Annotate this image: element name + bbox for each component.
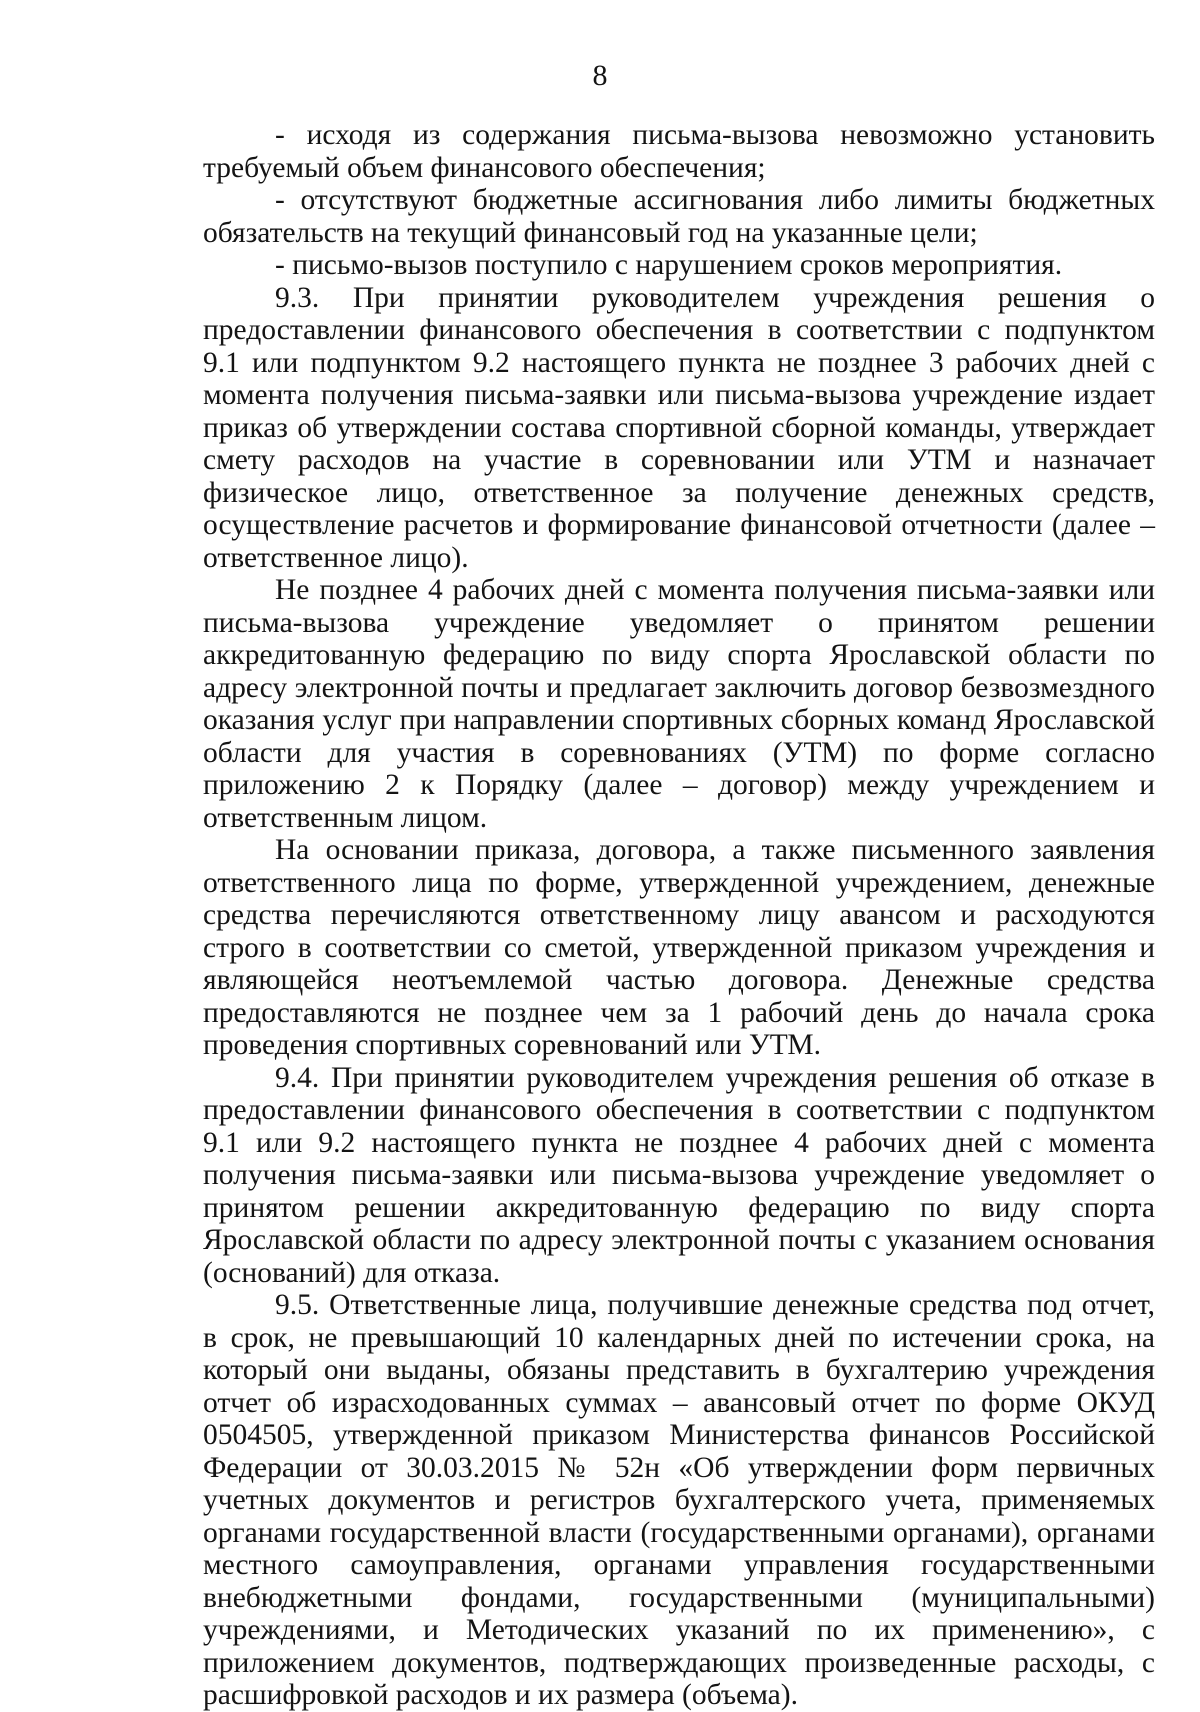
document-body — [203, 119, 1155, 1712]
paragraph-9-3: 9.3. При принятии руководителем учреждения решения о предоставлении финансового обеспечения в соответствии с подпунктом 9.1 или подпунктом 9.2 настоящего пункта не позднее 3 рабочих дней с момента получения письма-заявки или письма-вызова учреждение издает приказ об утверждении состава спортивной сборной команды, утверждает смету расходов на участие в соревновании или УТМ и назначает физическое лицо, ответственное за получение денежных средств, осуществление расчетов и формирование финансовой отчетности (далее – ответственное лицо). — [203, 281, 1155, 574]
paragraph-list-item-2: - отсутствуют бюджетные ассигнования либо лимиты бюджетных обязательств на текущий финансовый год на указанные цели; — [203, 184, 1155, 249]
paragraph-9-5: 9.5. Ответственные лица, получившие денежные средства под отчет, в срок, не превышающий 10 календарных дней по истечении срока, на который они выданы, обязаны представить в бухгалтерию учреждения отчет об израсходованных суммах – авансовый отчет по форме ОКУД 0504505, утвержденной приказом Министерства финансов Российской Федерации от 30.03.2015 № 52н «Об утверждении форм первичных учетных документов и регистров бухгалтерского учета, применяемых органами государственной власти (государственными органами), органами местного самоуправления, органами управления государственными внебюджетными фондами, государственными (муниципальными) учреждениями, и Методических указаний по их применению», с приложением документов, подтверждающих произведенные расходы, с расшифровкой расходов и их размера (объема). — [203, 1289, 1155, 1711]
page-number: 8 — [592, 59, 608, 92]
paragraph-9-4: 9.4. При принятии руководителем учреждения решения об отказе в предоставлении финансового обеспечения в соответствии с подпунктом 9.1 или 9.2 настоящего пункта не позднее 4 рабочих дней с момента получения письма-заявки или письма-вызова учреждение уведомляет о принятом решении аккредитованную федерацию по виду спорта Ярославской области по адресу электронной почты с указанием основания (оснований) для отказа. — [203, 1061, 1155, 1289]
paragraph-list-item-3: - письмо-вызов поступило с нарушением сроков мероприятия. — [275, 249, 1063, 281]
paragraph-funds-transfer: На основании приказа, договора, а также письменного заявления ответственного лица по форме, утвержденной учреждением, денежные средства перечисляются ответственному лицу авансом и расходуются строго в соответствии со сметой, утвержденной приказом учреждения и являющейся неотъемлемой частью договора. Денежные средства предоставляются не позднее чем за 1 рабочий день до начала срока проведения спортивных соревнований или УТМ. — [203, 834, 1155, 1061]
paragraph-notification: Не позднее 4 рабочих дней с момента получения письма-заявки или письма-вызова учреждение уведомляет о принятом решении аккредитованную федерацию по виду спорта Ярославской области по адресу электронной почты и предлагает заключить договор безвозмездного оказания услуг при направлении спортивных сборных команд Ярославской области для участия в соревнованиях (УТМ) по форме согласно приложению 2 к Порядку (далее – договор) между учреждением и ответственным лицом. — [203, 574, 1155, 834]
paragraph-list-item-1: - исходя из содержания письма-вызова невозможно установить требуемый объем финансового обеспечения; — [203, 119, 1155, 184]
